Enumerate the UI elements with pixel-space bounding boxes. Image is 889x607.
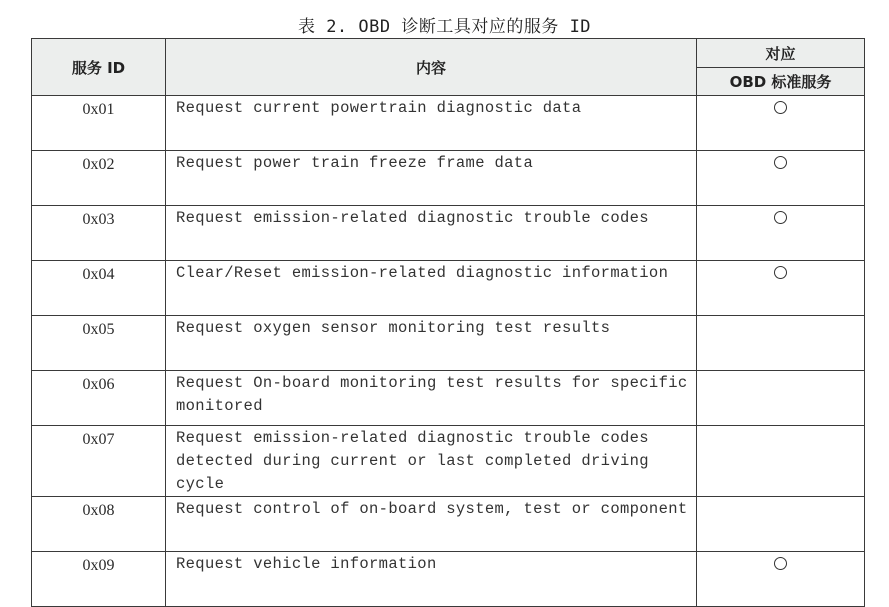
obd-service-table — [31, 38, 865, 607]
header-obd-standard-service: OBD 标准服务 — [697, 68, 865, 96]
obd-standard-cell — [697, 552, 865, 607]
obd-standard-cell — [697, 426, 865, 497]
table-row — [32, 552, 865, 607]
description-cell: Request power train freeze frame data — [166, 151, 697, 206]
description-cell: Request control of on-board system, test or component — [166, 497, 697, 552]
table-header — [32, 39, 865, 96]
header-support-group: 对应 — [697, 39, 865, 68]
service-id-cell: 0x05 — [32, 316, 166, 371]
table-row — [32, 371, 865, 426]
table-row — [32, 426, 865, 497]
header-service-id: 服务 ID — [32, 39, 166, 96]
circle-icon — [774, 211, 787, 224]
table-row — [32, 497, 865, 552]
circle-icon — [774, 266, 787, 279]
circle-icon — [774, 557, 787, 570]
service-id-cell: 0x06 — [32, 371, 166, 426]
obd-standard-cell — [697, 261, 865, 316]
service-id-cell: 0x07 — [32, 426, 166, 497]
obd-standard-cell — [697, 96, 865, 151]
table-row — [32, 206, 865, 261]
table-row — [32, 96, 865, 151]
description-cell: Request current powertrain diagnostic data — [166, 96, 697, 151]
service-id-cell: 0x02 — [32, 151, 166, 206]
circle-icon — [774, 101, 787, 114]
description-cell: Clear/Reset emission-related diagnostic information — [166, 261, 697, 316]
description-cell: Request On-board monitoring test results for specific monitored — [166, 371, 697, 426]
table-caption: 表 2. OBD 诊断工具对应的服务 ID — [297, 17, 592, 37]
table-body — [32, 96, 865, 607]
description-cell: Request emission-related diagnostic trouble codes — [166, 206, 697, 261]
service-id-cell: 0x04 — [32, 261, 166, 316]
obd-standard-cell — [697, 497, 865, 552]
service-id-cell: 0x01 — [32, 96, 166, 151]
description-cell: Request emission-related diagnostic trouble codes detected during current or last completed driving cycle — [166, 426, 697, 497]
service-id-cell: 0x08 — [32, 497, 166, 552]
description-cell: Request vehicle information — [166, 552, 697, 607]
table-row — [32, 261, 865, 316]
description-cell: Request oxygen sensor monitoring test results — [166, 316, 697, 371]
header-content: 内容 — [166, 39, 697, 96]
table-row — [32, 316, 865, 371]
obd-standard-cell — [697, 151, 865, 206]
obd-standard-cell — [697, 371, 865, 426]
table-row — [32, 151, 865, 206]
obd-standard-cell — [697, 316, 865, 371]
circle-icon — [774, 156, 787, 169]
service-id-cell: 0x03 — [32, 206, 166, 261]
obd-standard-cell — [697, 206, 865, 261]
service-id-cell: 0x09 — [32, 552, 166, 607]
